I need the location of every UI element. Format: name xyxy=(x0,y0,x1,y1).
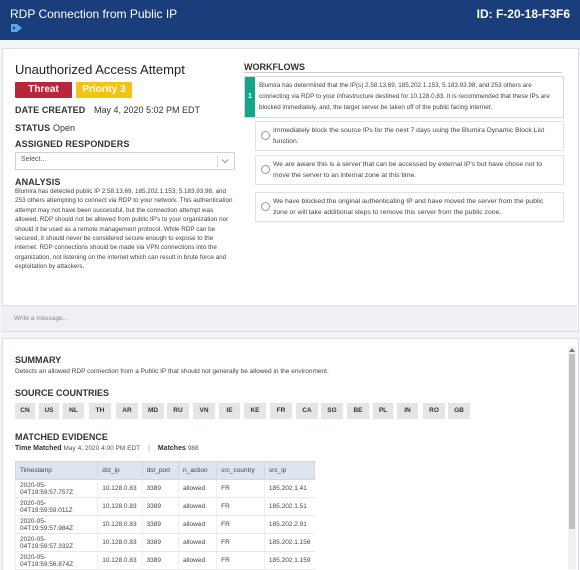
app-header xyxy=(0,0,580,40)
country-chip: IN xyxy=(397,403,418,419)
table-cell: 185.202.1.41 xyxy=(264,480,314,498)
country-chip: KE xyxy=(244,403,266,419)
column-header[interactable]: src_ip xyxy=(264,462,314,480)
assigned-responders-label: ASSIGNED RESPONDERS xyxy=(15,139,130,149)
workflows-divider xyxy=(244,72,562,73)
chevron-down-icon[interactable] xyxy=(220,156,230,166)
workflow-option[interactable] xyxy=(255,192,564,222)
table-cell: 185.202.1.159 xyxy=(264,552,314,570)
workflows-label: WORKFLOWS xyxy=(244,62,305,72)
workflow-option-text: We are aware this is a server that can be accessed by external IP's but have chose not to move the server to an internal zone at this time. xyxy=(273,161,543,179)
table-cell: allowed xyxy=(179,552,217,570)
table-cell: 185.202.2.91 xyxy=(264,516,314,534)
source-countries-label: SOURCE COUNTRIES xyxy=(15,388,110,398)
evidence-table xyxy=(15,461,315,570)
country-chip: NL xyxy=(63,403,84,419)
column-header[interactable]: dst_port xyxy=(142,462,178,480)
workflow-step xyxy=(244,76,564,118)
status-label: STATUS xyxy=(15,123,51,133)
table-cell: 3389 xyxy=(142,552,178,570)
country-chip: US xyxy=(39,403,59,419)
table-cell: 2020-05-04T19:59:59.011Z xyxy=(16,498,98,516)
country-chip: MD xyxy=(142,403,164,419)
matched-evidence-label: MATCHED EVIDENCE xyxy=(15,432,108,442)
table-cell: 10.128.0.83 xyxy=(98,480,142,498)
table-cell: 3389 xyxy=(142,480,178,498)
workflow-option[interactable] xyxy=(255,121,564,151)
table-cell: FR xyxy=(217,552,265,570)
country-chip: IE xyxy=(219,403,240,419)
country-chip: CA xyxy=(296,403,318,419)
country-chip: RU xyxy=(167,403,189,419)
message-placeholder: Write a message... xyxy=(14,315,69,322)
scrollbar-thumb[interactable] xyxy=(569,354,575,529)
radio-button[interactable] xyxy=(261,165,270,174)
table-row[interactable] xyxy=(16,552,315,570)
priority-badge: Priority 3 xyxy=(76,82,132,98)
country-chip: AR xyxy=(116,403,138,419)
workflow-option[interactable] xyxy=(255,155,564,185)
table-cell: allowed xyxy=(179,498,217,516)
responders-select[interactable] xyxy=(15,152,235,170)
analysis-label: ANALYSIS xyxy=(15,177,61,187)
table-cell: allowed xyxy=(179,516,217,534)
threat-badge: Threat xyxy=(15,82,72,98)
table-cell: FR xyxy=(217,516,265,534)
matches-value: 988 xyxy=(187,445,199,452)
table-cell: FR xyxy=(217,480,265,498)
incident-title: Unauthorized Access Attempt xyxy=(15,62,185,77)
column-header[interactable]: n_action xyxy=(179,462,217,480)
table-cell: 185.202.1.156 xyxy=(264,534,314,552)
table-cell: 2020-05-04T19:59:56.874Z xyxy=(16,552,98,570)
table-cell: 10.128.0.83 xyxy=(98,498,142,516)
table-header-row xyxy=(16,462,315,480)
table-cell: allowed xyxy=(179,534,217,552)
country-chip: PL xyxy=(373,403,393,419)
time-matched-label: Time Matched xyxy=(15,445,62,452)
table-cell: FR xyxy=(217,534,265,552)
table-row[interactable] xyxy=(16,534,315,552)
radio-button[interactable] xyxy=(261,202,270,211)
workflow-option-text: Immediately block the source IPs for the next 7 days using the Blumira Dynamic Block List function. xyxy=(273,127,545,145)
column-header[interactable]: src_country xyxy=(217,462,265,480)
column-header[interactable]: Timestamp xyxy=(16,462,98,480)
summary-text: Detects an allowed RDP connection from a Public IP that should not generally be allowed in the environment. xyxy=(15,368,329,375)
finding-id: ID: F-20-18-F3F6 xyxy=(476,7,570,21)
country-chip: FR xyxy=(270,403,292,419)
table-row[interactable] xyxy=(16,498,315,516)
country-chip: RO xyxy=(423,403,445,419)
table-cell: 3389 xyxy=(142,534,178,552)
separator: | xyxy=(148,445,150,452)
date-created-value: May 4, 2020 5:02 PM EDT xyxy=(94,105,201,115)
country-chip: CN xyxy=(15,403,35,419)
table-row[interactable] xyxy=(16,480,315,498)
table-cell: 2020-05-04T19:59:57.984Z xyxy=(16,516,98,534)
table-cell: 185.202.1.51 xyxy=(264,498,314,516)
table-cell: 10.128.0.83 xyxy=(98,534,142,552)
country-chip: GB xyxy=(448,403,470,419)
table-row[interactable] xyxy=(16,516,315,534)
status-value: Open xyxy=(53,123,76,133)
finding-title: RDP Connection from Public IP xyxy=(10,7,178,21)
country-chip: VN xyxy=(193,403,215,419)
workflow-step-text: Blumira has determined that the IP(s) 2.58.13.69, 185.202.1.153, 5.183.93.98, and 253 others are connecting via RDP to your infrastructure destined for 10.128.0.83. It is recommended that these IPs are blocked immediately, and, the target server be taken off of the public facing internet. xyxy=(259,82,550,111)
summary-label: SUMMARY xyxy=(15,355,62,365)
matches-label: Matches xyxy=(157,445,186,452)
table-cell: 3389 xyxy=(142,498,178,516)
scrollbar[interactable] xyxy=(568,346,576,569)
tag-icon[interactable] xyxy=(10,23,24,33)
scroll-up-arrow-icon[interactable] xyxy=(569,348,575,352)
table-cell: 3389 xyxy=(142,516,178,534)
country-chip: TH xyxy=(89,403,111,419)
column-header[interactable]: dst_ip xyxy=(98,462,142,480)
table-cell: FR xyxy=(217,498,265,516)
date-created-label: DATE CREATED xyxy=(15,105,86,115)
country-chip: BE xyxy=(347,403,369,419)
radio-button[interactable] xyxy=(261,131,270,140)
select-divider xyxy=(217,155,218,167)
country-chip-list xyxy=(15,403,515,419)
table-cell: allowed xyxy=(179,480,217,498)
workflow-step-number: 1 xyxy=(245,77,255,117)
time-matched-value: May 4, 2020 4:00 PM EDT xyxy=(63,445,141,452)
country-chip: SG xyxy=(321,403,343,419)
table-cell: 2020-05-04T19:59:57.332Z xyxy=(16,534,98,552)
table-cell: 10.128.0.83 xyxy=(98,552,142,570)
message-input[interactable] xyxy=(2,305,577,331)
analysis-text: Blumira has detected public IP 2.58.13.69, 185.202.1.153, 5.183.93.98, and 253 others attempting to connect via RDP to your network. This authentication attempt may not have been successful, but the connection attempt was allowed. RDP should not be allowed from public IP's to your organization nor should it be used as a remote management protocol. While RDP can be secured, it should never be considered secure enough to expose to the internet. RDP connections should be made via VPN connections into the organization, not listening on the internet which can result in brute force and exploitation by attackers. xyxy=(15,188,233,271)
table-cell: 10.128.0.83 xyxy=(98,516,142,534)
time-matched-row xyxy=(15,445,199,452)
responders-placeholder: Select... xyxy=(21,156,47,163)
table-cell: 2020-05-04T19:59:57.757Z xyxy=(16,480,98,498)
workflow-option-text: We have blocked the original authenticating IP and have moved the server from the public zone or will take additional steps to remove this server from the public zone. xyxy=(273,198,544,216)
